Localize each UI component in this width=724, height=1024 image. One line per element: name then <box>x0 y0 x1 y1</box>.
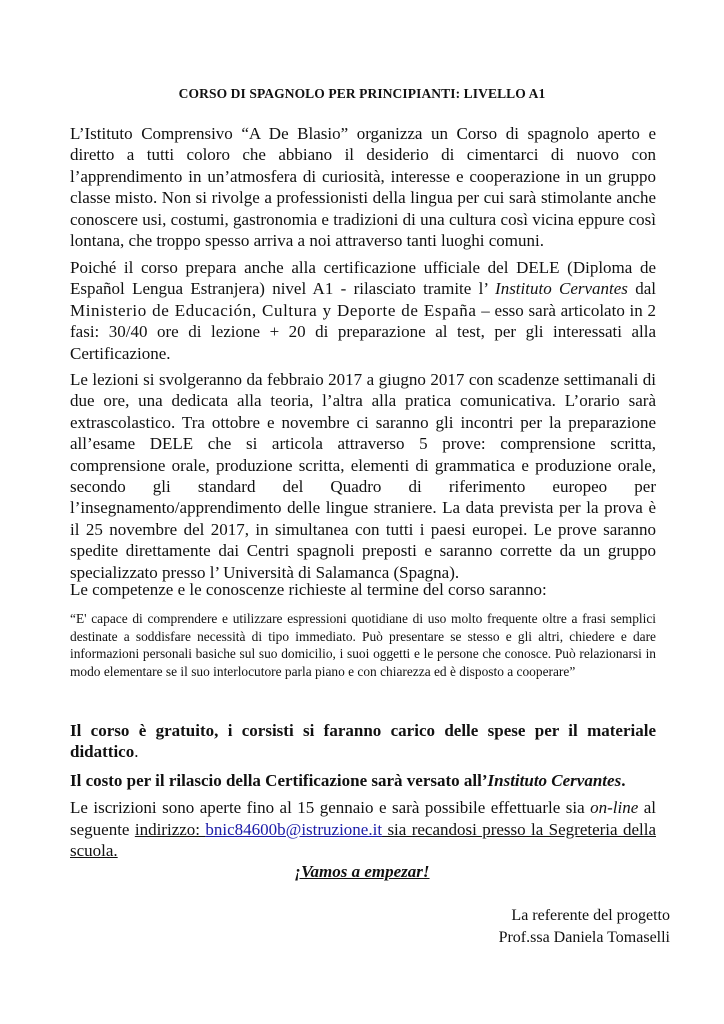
certification-text-b: dal <box>627 279 657 299</box>
competences-intro: Le competenze e le conoscenze richieste al termine del corso saranno: <box>70 580 547 599</box>
certification-paragraph <box>70 257 656 364</box>
closing-slogan: ¡Vamos a empezar! <box>294 862 430 881</box>
competences-quote: “E' capace di comprendere e utilizzare espressioni quotidiane di uso molto frequente oltre a frasi semplici destinate a soddisfare necessità di tipo immediato. Può presentare se stesso e gli altri, chiedere e dare informazioni personali basiche sul suo domicilio, i suoi oggetti e le persone che conosce. Può relazionarsi in modo elementare se il suo interlocutore parla piano e con chiarezza ed è disposto a cooperare” <box>70 611 656 679</box>
registration-text-a: Le iscrizioni sono aperte fino al 15 gennaio e sarà possibile effettuarle sia <box>70 798 591 817</box>
certification-text-a: Poiché il corso prepara anche alla certificazione ufficiale del DELE (Diploma de Español Lengua Estranjera) nivel A1 - rilasciato tramite l’ <box>70 258 656 299</box>
certification-text-c: – esso sarà articolato in 2 fasi: 30/40 ore di lezione + 20 di preparazione al test, per gli interessati alla Certificazione. <box>70 300 656 363</box>
cost-text-b: . <box>621 771 626 790</box>
registration-text-b: al seguente <box>70 798 656 839</box>
signature-block <box>440 905 670 949</box>
ministry-name: Ministerio de Educación, Cultura y Deporte de España <box>70 300 477 320</box>
free-course-notice <box>70 720 656 763</box>
address-label: indirizzo: <box>134 819 206 839</box>
intro-paragraph: L’Istituto Comprensivo “A De Blasio” organizza un Corso di spagnolo aperto e diretto a tutti coloro che abbiano il desiderio di cimentarci di nuovo con l’apprendimento in un’atmosfera di curiosità, interesse e cooperazione in un gruppo classe misto. Non si rivolge a professionisti della lingua per cui sarà stimolante anche conoscere usi, costumi, gastronomia e tradizioni di una cultura così vicina eppure così lontana, che troppo spesso arriva a noi attraverso tanti luoghi comuni. <box>70 124 656 251</box>
signature-name: Prof.ssa Daniela Tomaselli <box>498 929 670 946</box>
signature-role: La referente del progetto <box>511 907 670 924</box>
registration-paragraph <box>70 797 656 862</box>
registration-text-c: sia recandosi presso la Segreteria della scuola. <box>70 819 656 861</box>
lessons-paragraph: Le lezioni si svolgeranno da febbraio 2017 a giugno 2017 con scadenze settimanali di due ore, una dedicata alla teoria, l’altra alla pratica comunicativa. L’orario sarà extrascolastico. Tra ottobre e novembre ci saranno gli incontri per la preparazione all’esame DELE che si articola attraverso 5 prove: comprensione scritta, comprensione orale, produzione scritta, elementi di grammatica e produzione orale, secondo gli standard del Quadro di riferimento europeo per l’insegnamento/apprendimento delle lingue straniere. La data prevista per la prova è il 25 novembre del 2017, in simultanea con tutti i paesi europei. Le prove saranno spedite direttamente dai Centri spagnoli preposti e saranno corrette da un gruppo specializzato presso l’ Università di Salamanca (Spagna). <box>70 370 656 582</box>
cost-text-a: Il costo per il rilascio della Certificazione sarà versato all’ <box>70 771 488 790</box>
instituto-cervantes-name: Instituto Cervantes <box>495 279 628 299</box>
online-word: on-line <box>590 798 639 817</box>
cost-institute-name: Instituto Cervantes <box>487 771 622 790</box>
document-title: CORSO DI SPAGNOLO PER PRINCIPIANTI: LIVELLO A1 <box>178 86 546 101</box>
free-course-period: . <box>134 742 139 762</box>
email-link[interactable]: bnic84600b@istruzione.it <box>205 819 383 839</box>
certification-cost-notice <box>70 770 656 791</box>
free-course-text: Il corso è gratuito, i corsisti si faranno carico delle spese per il materiale didattico <box>70 721 656 762</box>
